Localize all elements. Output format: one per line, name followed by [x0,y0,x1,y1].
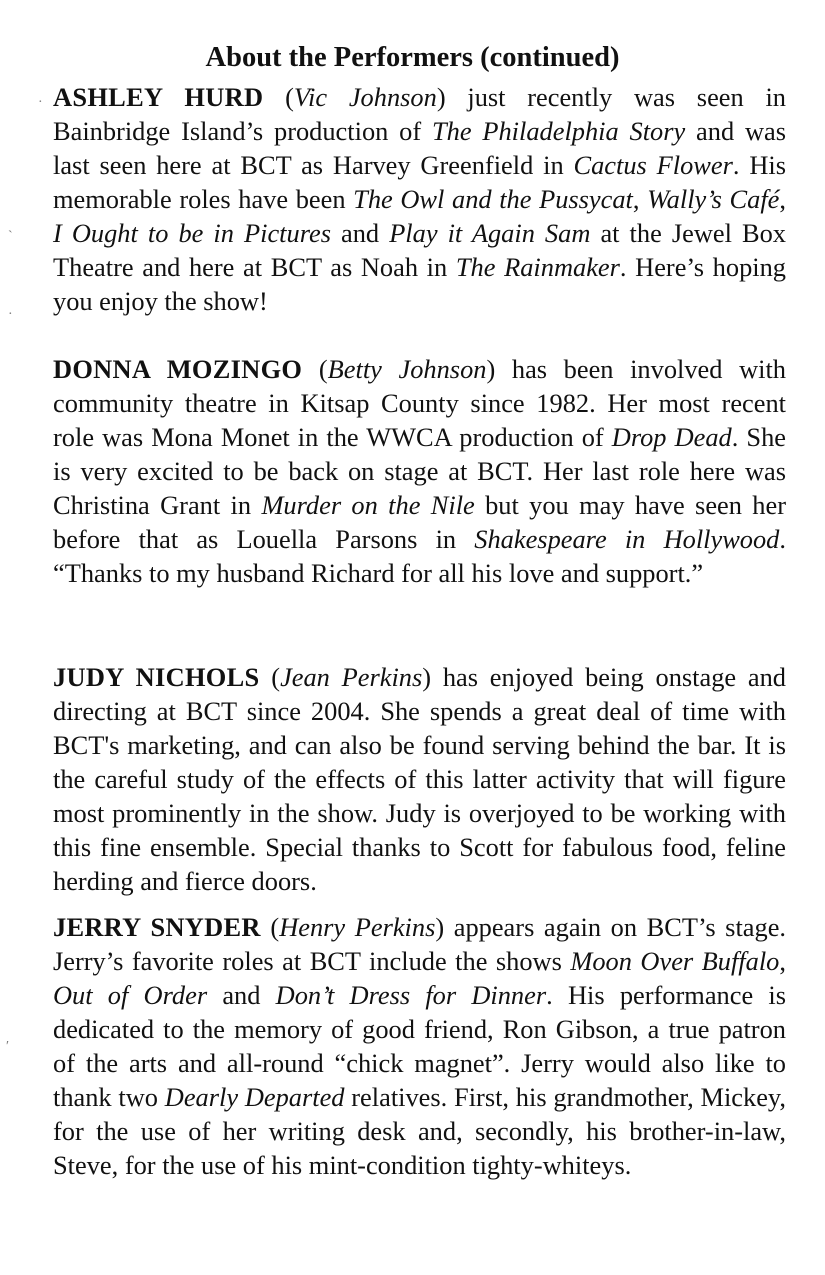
italic-title: Murder on the Nile [261,490,475,520]
bio-text-run: , [632,184,648,214]
bio-text-run: ) just recently was seen in Bainbridge Island’s production of [53,82,786,146]
bio-text-run: and [207,980,276,1010]
bio-text-run: and [330,218,390,248]
performer-bio-ashley-hurd [53,80,786,318]
italic-title: Jean Perkins [280,662,423,692]
italic-title: The Rainmaker [455,252,620,282]
italic-title: Henry Perkins [279,912,436,942]
bio-text-run: ( [271,662,281,692]
scan-speck: · [8,307,13,322]
scan-speck: · [38,95,43,110]
bio-text-run: . His memorable roles have been [53,150,787,214]
performer-bio-judy-nichols [53,660,786,898]
italic-title: Play it Again Sam [389,218,591,248]
bio-text-run: , [779,184,786,214]
performer-name: ASHLEY HURD [53,82,264,112]
performer-name: DONNA MOZINGO [53,354,303,384]
italic-title: Moon Over Buffalo [570,946,780,976]
italic-title: Out of Order [53,980,208,1010]
bio-text-run: but you may have seen her before that as Louella Parsons in [53,490,786,554]
performer-name: JERRY SNYDER [53,912,261,942]
performer-name: JUDY NICHOLS [53,662,260,692]
italic-title: Cactus Flower [573,150,733,180]
bio-text-run: . “Thanks to my husband Richard for all his love and support.” [53,524,786,588]
scan-speck: ′ [6,1039,10,1054]
bio-text-run: ) has enjoyed being onstage and directing at BCT since 2004. She spends a great deal of time with BCT's marketing, and can also be found serving behind the bar. It is the careful study of the effects of this latter activity that will figure most prominently in the show. Judy is overjoyed to be working with this fine ensemble. Special thanks to Scott for fabulous food, feline herding and fierce doors. [53,662,786,896]
italic-title: Don’t Dress for Dinner [275,980,547,1010]
italic-title: I Ought to be in Pictures [53,218,331,248]
italic-title: Shakespeare in Hollywood [474,524,780,554]
performer-bio-donna-mozingo [53,352,786,590]
performer-bio-jerry-snyder [53,910,786,1182]
bio-text-run: ( [270,912,280,942]
bio-text-run: ( [318,354,328,384]
bio-text-run: relatives. First, his grandmother, Mickey, for the use of her writing desk and, secondly, his brother-in-law, Steve, for the use of his mint-condition tighty-whiteys. [53,1082,787,1180]
page-title: About the Performers (continued) [205,42,620,73]
bio-text-run: , [779,946,786,976]
italic-title: The Owl and the Pussycat [353,184,633,214]
bio-text-run: and was last seen here at BCT as Harvey Greenfield in [53,116,786,180]
bio-text-run: . His performance is dedicated to the memory of good friend, Ron Gibson, a true patron of the arts and all-round “chick magnet”. Jerry would also like to thank two [53,980,786,1112]
bio-text-run: ( [285,82,294,112]
italic-title: Drop Dead [611,422,732,452]
italic-title: Dearly Departed [164,1082,345,1112]
bio-text-run: at the Jewel Box Theatre and here at BCT as Noah in [53,218,786,282]
bio-text [53,354,786,588]
bio-text-run: . She is very excited to be back on stage at BCT. Her last role here was Christina Grant in [53,422,786,520]
bio-text-run: ) appears again on BCT’s stage. Jerry’s favorite roles at BCT include the shows [53,912,787,976]
italic-title: Wally’s Café [647,184,780,214]
italic-title: Betty Johnson [327,354,487,384]
bio-text [53,82,786,316]
italic-title: The Philadelphia Story [431,116,686,146]
scan-speck: ` [8,229,13,244]
bio-text-run: . Here’s hoping you enjoy the show! [53,252,786,316]
italic-title: Vic Johnson [293,82,437,112]
bio-text-run: ) has been involved with community theatre in Kitsap County since 1982. Her most recent role was Mona Monet in the WWCA production of [53,354,786,452]
bio-text [53,912,786,1180]
bio-text [53,662,786,896]
